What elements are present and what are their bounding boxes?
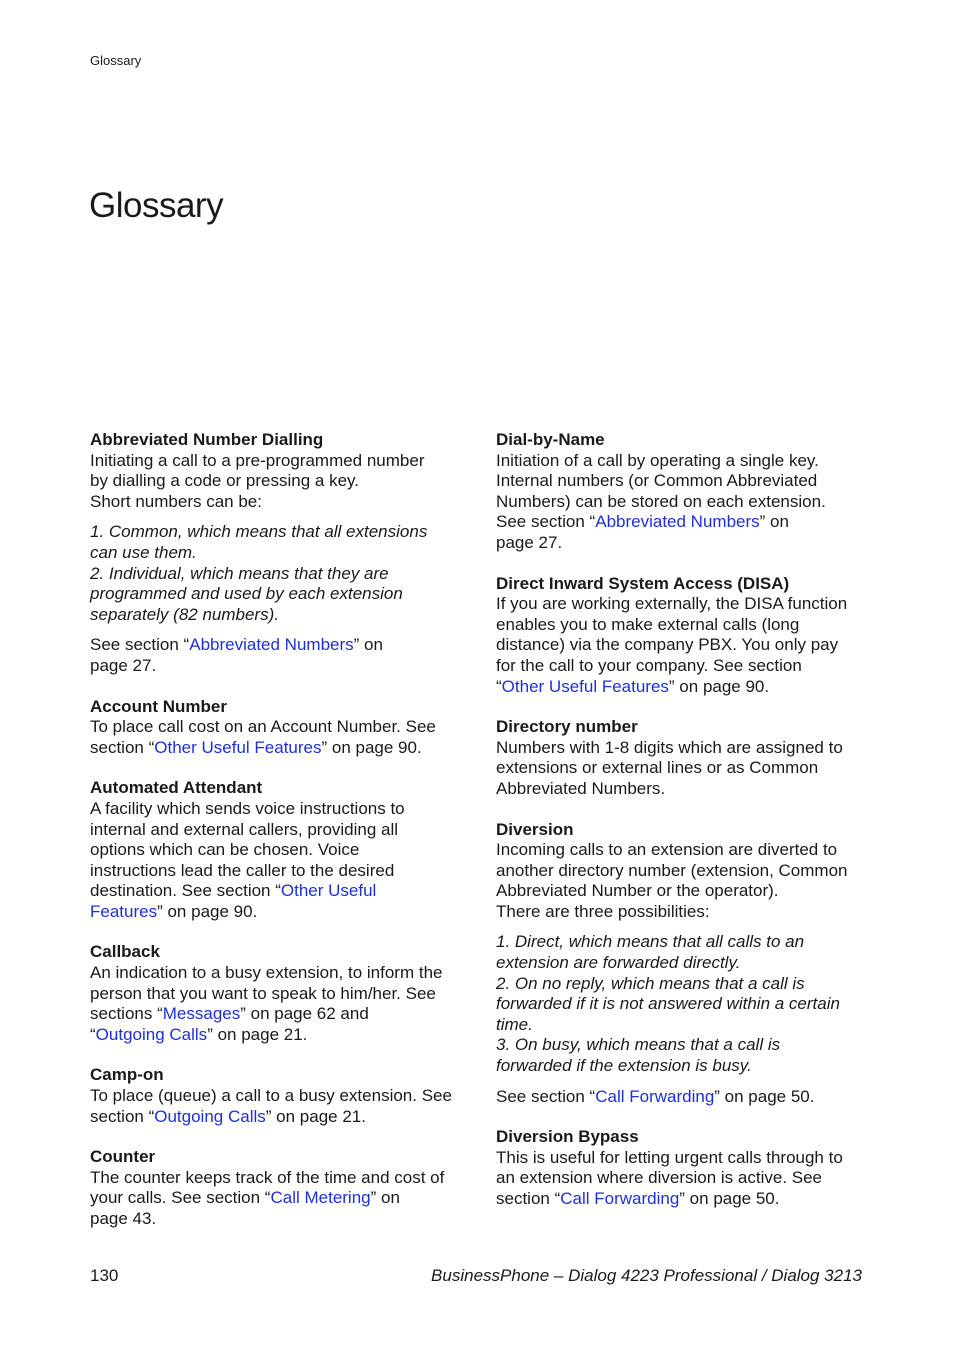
entry-term: Automated Attendant [90, 778, 263, 798]
ref-text: section “ [90, 1106, 155, 1126]
link-outgoing-calls[interactable]: Outgoing Calls [154, 1106, 266, 1126]
ref-text: See section “ [496, 1086, 596, 1106]
ref-text: ” on [353, 635, 383, 655]
entry-line: To place call cost on an Account Number. See [90, 717, 436, 737]
entry-line: There are three possibilities: [496, 901, 710, 921]
glossary-entry-counter [90, 1147, 460, 1229]
entry-line: options which can be chosen. Voice [90, 840, 360, 860]
ref-text: “ [90, 1024, 96, 1044]
entry-reference [496, 1087, 866, 1108]
entry-term: Dial-by-Name [496, 430, 605, 449]
glossary-entry-abbreviated-number-dialling [90, 430, 460, 677]
entry-reference [90, 1107, 460, 1128]
entry-line: internal and external callers, providing all [90, 819, 399, 839]
glossary-entry-directory-number [496, 717, 866, 799]
entry-term: Counter [90, 1147, 156, 1167]
entry-term: Direct Inward System Access (DISA) [496, 573, 790, 593]
link-messages[interactable]: Messages [162, 1004, 241, 1024]
glossary-entry-account-number [90, 697, 460, 759]
entry-list-line: forwarded if it is not answered within a certain [496, 994, 840, 1014]
glossary-entry-callback [90, 942, 460, 1045]
ref-text: ” on page 21. [265, 1106, 366, 1126]
page-number: 130 [90, 1266, 119, 1285]
entry-term: Abbreviated Number Dialling [90, 430, 324, 449]
entry-line: by dialling a code or pressing a key. [90, 471, 360, 491]
entry-reference [90, 738, 460, 759]
link-call-forwarding[interactable]: Call Forwarding [560, 1189, 680, 1208]
entry-line: Numbers with 1-8 digits which are assigned to [496, 737, 843, 757]
entry-line: another directory number (extension, Common [496, 860, 848, 880]
entry-line: Internal numbers (or Common Abbreviated [496, 471, 818, 491]
entry-line: To place (queue) a call to a busy extension. See [90, 1086, 452, 1106]
ref-text: ” on page 90. [157, 901, 258, 921]
document-title-footer: BusinessPhone – Dialog 4223 Professional / Dialog 3213 [431, 1266, 862, 1285]
entry-line: enables you to make external calls (long [496, 614, 800, 634]
entry-list-line: programmed and used by each extension [90, 584, 403, 604]
entry-reference [496, 1189, 866, 1210]
ref-text: sections “ [90, 1004, 163, 1024]
entry-line: Numbers) can be stored on each extension. [496, 491, 826, 511]
entry-line: instructions lead the caller to the desired [90, 860, 395, 880]
ref-text: ” on page 90. [321, 737, 422, 757]
link-outgoing-calls[interactable]: Outgoing Calls [95, 1024, 208, 1044]
link-other-useful-features[interactable]: Features [90, 901, 158, 921]
ref-text: ” on page 90. [668, 676, 770, 696]
entry-reference [496, 512, 866, 533]
link-other-useful-features[interactable]: Other Useful [280, 881, 377, 901]
link-other-useful-features[interactable]: Other Useful Features [154, 737, 322, 757]
ref-text: ” on page 21. [207, 1024, 308, 1044]
glossary-column-left [90, 430, 460, 1250]
glossary-entry-diversion-bypass [496, 1127, 866, 1209]
entry-reference [90, 881, 460, 902]
entry-line: page 27. [90, 655, 157, 675]
entry-list-line: 2. Individual, which means that they are [90, 563, 389, 583]
entry-line: An indication to a busy extension, to inform the [90, 963, 443, 983]
entry-list-line: 2. On no reply, which means that a call is [496, 973, 805, 993]
entry-reference [90, 635, 460, 656]
entry-line: Abbreviated Numbers. [496, 778, 666, 798]
link-abbreviated-numbers[interactable]: Abbreviated Numbers [595, 512, 760, 532]
glossary-entry-disa [496, 574, 866, 698]
ref-text: section “ [90, 737, 155, 757]
entry-term: Account Number [90, 696, 227, 716]
entry-line: Abbreviated Number or the operator). [496, 881, 779, 901]
entry-reference [90, 1004, 460, 1025]
ref-text: your calls. See section “ [90, 1188, 271, 1208]
ref-text: “ [496, 676, 502, 696]
ref-text: ” on page 62 and [240, 1004, 369, 1024]
entry-line: distance) via the company PBX. You only pay [496, 635, 839, 655]
entry-list-line: separately (82 numbers). [90, 604, 279, 624]
running-header: Glossary [90, 53, 142, 68]
entry-line: for the call to your company. See section [496, 655, 802, 675]
entry-line: Initiation of a call by operating a single key. [496, 450, 819, 470]
entry-term: Diversion [496, 819, 574, 839]
glossary-entry-camp-on [90, 1065, 460, 1127]
entry-reference [90, 1025, 460, 1046]
ref-text: ” on [759, 512, 789, 532]
entry-list-line: can use them. [90, 542, 197, 562]
entry-line: Incoming calls to an extension are diverted to [496, 840, 838, 860]
entry-line: If you are working externally, the DISA function [496, 594, 848, 614]
entry-line: extensions or external lines or as Common [496, 758, 819, 778]
entry-list-line: forwarded if the extension is busy. [496, 1056, 752, 1076]
entry-reference [496, 677, 866, 698]
entry-term: Directory number [496, 717, 638, 737]
entry-term: Callback [90, 942, 160, 962]
entry-line: Short numbers can be: [90, 491, 262, 511]
glossary-entry-dial-by-name [496, 430, 866, 554]
entry-line: person that you want to speak to him/her. See [90, 983, 436, 1003]
ref-text: destination. See section “ [90, 881, 281, 901]
entry-line: page 43. [90, 1209, 157, 1228]
entry-reference [90, 1188, 460, 1209]
link-call-forwarding[interactable]: Call Forwarding [595, 1086, 715, 1106]
ref-text: ” on [370, 1188, 400, 1208]
ref-text: See section “ [90, 635, 190, 655]
link-other-useful-features[interactable]: Other Useful Features [501, 676, 669, 696]
entry-line: Initiating a call to a pre-programmed number [90, 450, 425, 470]
entry-list-line: time. [496, 1014, 533, 1034]
entry-line: The counter keeps track of the time and cost of [90, 1167, 445, 1187]
entry-list-line: 3. On busy, which means that a call is [496, 1035, 781, 1055]
entry-list-line: 1. Direct, which means that all calls to an [496, 932, 805, 952]
entry-line: This is useful for letting urgent calls through to [496, 1147, 843, 1167]
entry-line: page 27. [496, 532, 563, 552]
link-abbreviated-numbers[interactable]: Abbreviated Numbers [189, 635, 354, 655]
ref-text: ” on page 50. [714, 1086, 815, 1106]
entry-line: an extension where diversion is active. See [496, 1168, 823, 1188]
entry-term: Camp-on [90, 1065, 164, 1085]
entry-list-line: extension are forwarded directly. [496, 953, 741, 973]
entry-reference [90, 902, 460, 923]
entry-line: A facility which sends voice instructions to [90, 798, 405, 818]
glossary-entry-diversion [496, 820, 866, 1108]
entry-list-line: 1. Common, which means that all extensions [90, 522, 428, 542]
page-title: Glossary [89, 186, 224, 225]
ref-text: See section “ [496, 512, 596, 532]
link-call-metering[interactable]: Call Metering [270, 1188, 371, 1208]
glossary-column-right [496, 430, 866, 1230]
entry-term: Diversion Bypass [496, 1127, 639, 1147]
ref-text: ” on page 50. [679, 1189, 780, 1208]
glossary-entry-automated-attendant [90, 778, 460, 922]
ref-text: section “ [496, 1189, 561, 1208]
